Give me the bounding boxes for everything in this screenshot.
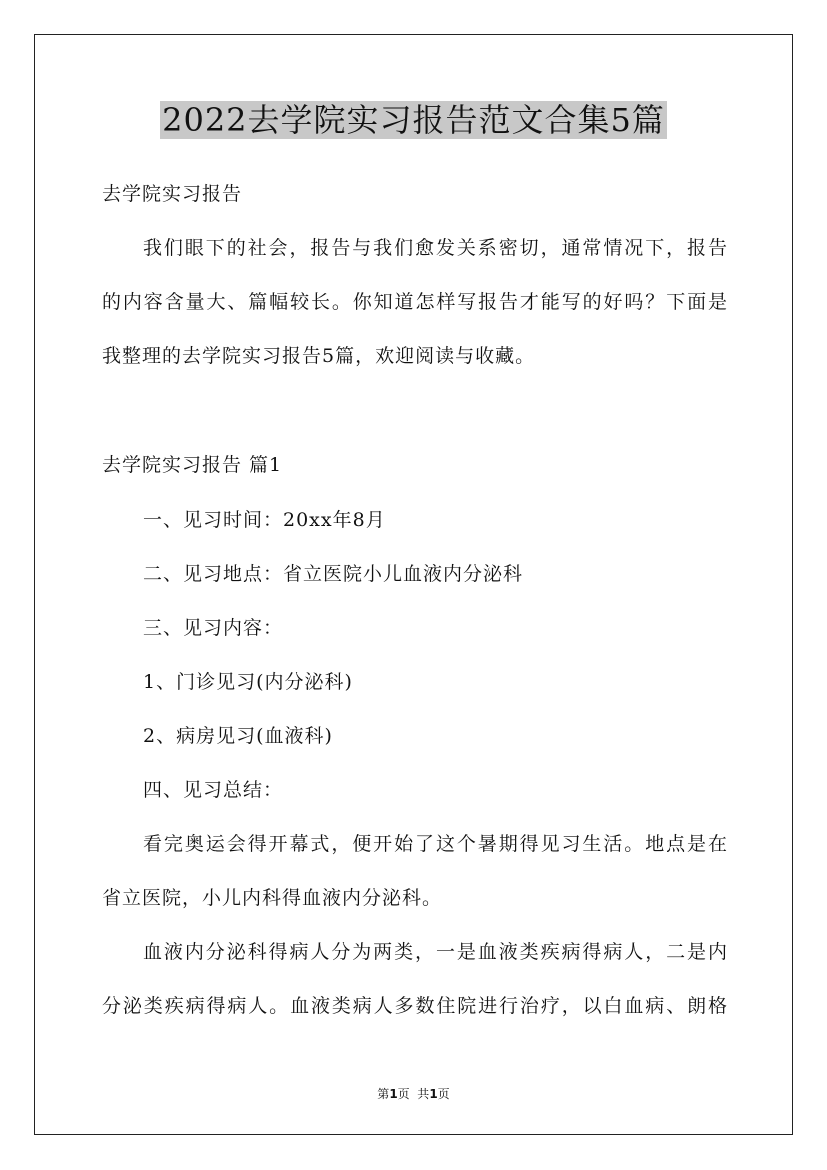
- intro-line-2: 的内容含量大、篇幅较长。你知道怎样写报告才能写的好吗？下面是: [102, 291, 728, 313]
- list-item: 1、门诊见习(内分泌科): [143, 671, 353, 693]
- intro-line-3: 我整理的去学院实习报告5篇，欢迎阅读与收藏。: [102, 345, 536, 367]
- title-text: 2022去学院实习报告范文合集5篇: [162, 101, 665, 139]
- document-title: [0, 98, 827, 142]
- list-item: 四、见习总结：: [143, 779, 284, 801]
- total-pages: 1: [429, 1087, 438, 1101]
- section-heading: 去学院实习报告: [102, 183, 243, 205]
- page-footer: [0, 1085, 827, 1102]
- footer-text: 第: [377, 1087, 390, 1101]
- paragraph-line: 看完奥运会得开幕式，便开始了这个暑期得见习生活。地点是在: [143, 833, 728, 855]
- footer-text: 页: [437, 1087, 450, 1101]
- list-item: 三、见习内容：: [143, 617, 284, 639]
- paragraph-line: 血液内分泌科得病人分为两类，一是血液类疾病得病人，二是内: [143, 941, 728, 963]
- list-item: 一、见习时间：20xx年8月: [143, 509, 386, 531]
- list-item: 二、见习地点：省立医院小儿血液内分泌科: [143, 563, 524, 585]
- article-heading: 去学院实习报告 篇1: [102, 454, 283, 476]
- intro-line-1: 我们眼下的社会，报告与我们愈发关系密切，通常情况下，报告: [143, 237, 728, 259]
- paragraph-line: 分泌类疾病得病人。血液类病人多数住院进行治疗，以白血病、朗格: [102, 995, 728, 1017]
- list-item: 2、病房见习(血液科): [143, 725, 333, 747]
- paragraph-line: 省立医院，小儿内科得血液内分泌科。: [102, 887, 443, 909]
- page-number: 1: [389, 1087, 398, 1101]
- footer-text: 页 共: [397, 1087, 430, 1101]
